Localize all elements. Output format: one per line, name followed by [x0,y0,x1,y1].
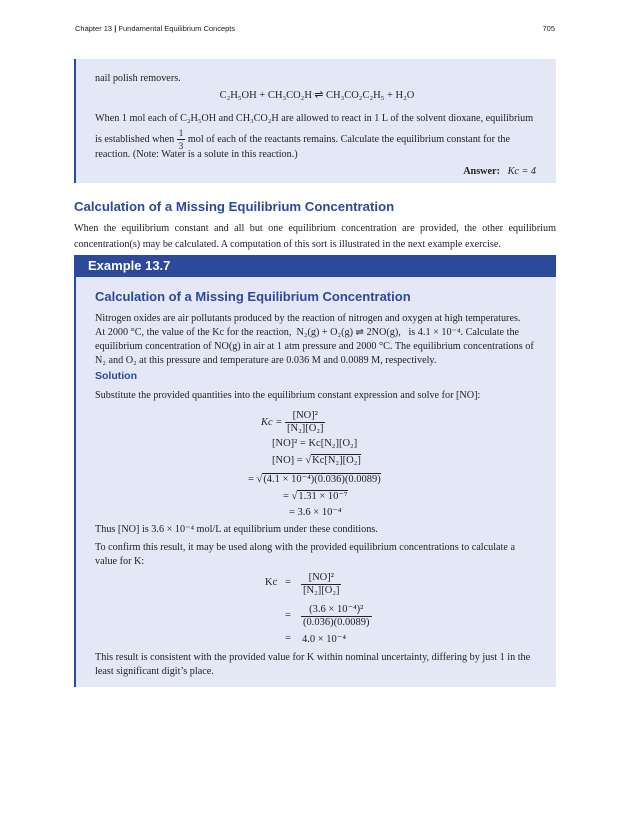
check-result: 4.0 × 10⁻⁴ [302,634,346,645]
problem-line: N₂ and O₂ at this pressure and temperature are 0.036 M and 0.0089 M, respectively. [95,355,437,366]
equals-sign: = [285,610,291,621]
problem-reaction: N₂(g) + O₂(g) ⇌ 2NO(g), [296,327,401,338]
chapter-title: Fundamental Equilibrium Concepts [118,24,236,33]
answer-value: Kc = 4 [507,166,536,177]
fraction-numerator: [NO]² [301,572,341,585]
exercise-text: is established when [95,133,175,145]
section-intro: When the equilibrium constant and all but one equilibrium concentration are provided, the other equilibrium concentration(s) may be calculated. A computation of this sort is illustrated in the next example exercise. [74,223,556,250]
reaction-equation: C₂H₅OH + CH₃CO₂H ⇌ CH₃CO₂C₂H₅ + H₂O [219,90,415,101]
example-box [74,277,556,687]
exercise-text-line: nail polish removers. [95,73,181,84]
page-header [75,24,555,33]
radicand: (4.1 × 10⁻⁴)(0.036)(0.0089) [263,474,381,485]
equation-simplified [283,490,348,502]
previous-exercise-box [74,59,556,183]
equals-sign: = [285,633,291,644]
example-title-bar [74,255,556,277]
result-statement: Thus [NO] is 3.6 × 10⁻⁴ mol/L at equilibrium under these conditions. [95,524,378,535]
answer-label: Answer: [463,166,500,177]
equation-square-root [272,455,361,466]
exercise-text: mol of each of the reactants remains. Calculate the equilibrium constant for the [187,133,511,145]
fraction-numerator: (3.6 × 10⁻⁴)² [301,604,372,617]
problem-text: At 2000 °C, the value of the Kc for the reaction, [95,327,292,338]
exercise-note: reaction. (Note: Water is a solute in this reaction.) [95,149,298,160]
equation-fraction [285,410,325,435]
radical-sign: √ [291,491,298,502]
confirm-line: value for K: [95,556,145,567]
fraction-denominator: [N₂][O₂] [287,423,324,434]
equation-lhs: [NO] = [272,455,303,466]
equation-result: = 3.6 × 10⁻⁴ [289,507,342,518]
equation-rearranged: [NO]² = Kc[N₂][O₂] [272,438,358,449]
problem-line: equilibrium concentration of NO(g) in air at 1 atm pressure and 2000 °C. The equilibrium concentrations of [95,341,534,352]
radicand: 1.31 × 10⁻⁷ [298,491,348,502]
answer-line [463,164,536,180]
confirm-line: To confirm this result, it may be used along with the provided equilibrium concentrations to calculate a [95,542,515,553]
header-separator: | [114,24,117,33]
equation-fraction [301,604,372,629]
solution-intro: Substitute the provided quantities into the equilibrium constant expression and solve for [NO]: [95,390,481,401]
fraction-denominator: 3 [178,141,184,151]
equation-substitution [248,473,381,485]
problem-line: Nitrogen oxides are air pollutants produced by the reaction of nitrogen and oxygen at high temperatures. [95,313,521,324]
solution-label: Solution [95,370,137,382]
equals-sign: = [285,577,291,588]
check-kc-lhs: Kc [265,577,278,588]
conclusion-line: least significant digit’s place. [95,666,214,677]
equals-sign: = [283,491,289,502]
conclusion-line: This result is consistent with the provided value for K within nominal uncertainty, differing by just 1 in the [95,652,531,663]
fraction-numerator: 1 [178,128,184,138]
radicand: Kc[N₂][O₂] [312,455,361,466]
equation-kc-expression [261,410,325,435]
equals-sign: = [248,474,254,485]
check-fraction-1 [301,572,341,597]
problem-text: is 4.1 × 10⁻⁴. Calculate the [408,327,520,338]
example-label: Example 13.7 [88,258,171,273]
section-heading: Calculation of a Missing Equilibrium Concentration [74,199,395,214]
fraction-denominator: [N₂][O₂] [303,585,340,596]
radical-sign: √ [305,455,312,466]
fraction-numerator: [NO]² [285,410,325,423]
fraction-denominator: (0.036)(0.0089) [303,617,370,628]
chapter-label: Chapter 13 [75,24,113,33]
radical-sign: √ [256,474,263,485]
page-number: 705 [542,24,555,33]
check-fraction-2 [301,604,372,629]
exercise-paragraph-line: When 1 mol each of C₂H₅OH and CH₃CO₂H are allowed to react in 1 L of the solvent dioxane, equilibrium [95,113,534,124]
example-heading: Calculation of a Missing Equilibrium Concentration [95,289,411,304]
equation-lhs: Kc = [261,416,283,428]
equation-fraction [301,572,341,597]
